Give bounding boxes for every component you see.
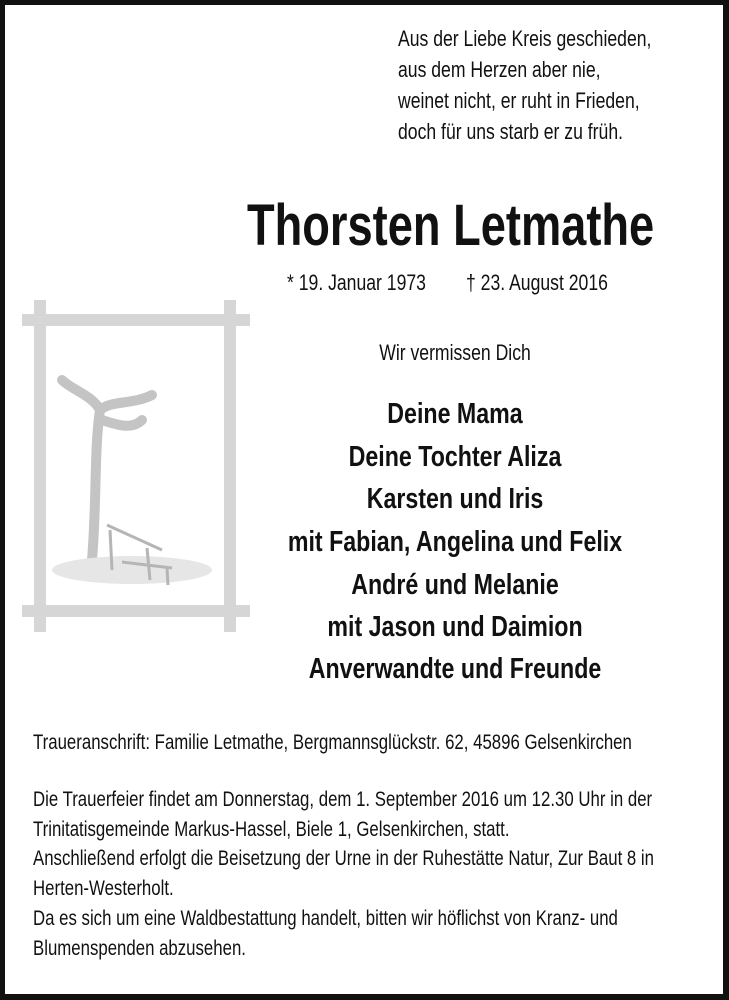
poem-line: doch für uns starb er zu früh. <box>398 119 624 144</box>
family-line: Anverwandte und Freunde <box>308 653 602 685</box>
family-line: mit Jason und Daimion <box>327 611 583 643</box>
death-date: † 23. August 2016 <box>466 270 608 295</box>
details-line: Anschließend erfolgt die Beisetzung der Urne in der Ruhestätte Natur, Zur Baut 8 in <box>33 847 655 870</box>
details-line: Blumenspenden abzusehen. <box>33 937 246 960</box>
we-miss-you: Wir vermissen Dich <box>379 340 531 365</box>
family-line: mit Fabian, Angelina und Felix <box>287 526 623 558</box>
details-line: Da es sich um eine Waldbestattung handelt, bitten wir höflichst von Kranz- und <box>33 907 618 930</box>
poem-line: aus dem Herzen aber nie, <box>398 57 601 82</box>
details-line: Trinitatisgemeinde Markus-Hassel, Biele 1, Gelsenkirchen, statt. <box>33 818 510 841</box>
tree-bench-drawing <box>22 300 250 632</box>
details-line: Die Trauerfeier findet am Donnerstag, dem 1. September 2016 um 12.30 Uhr in der <box>33 788 653 811</box>
family-line: Karsten und Iris <box>366 483 544 515</box>
poem-line: weinet nicht, er ruht in Frieden, <box>398 88 640 113</box>
family-line: Deine Tochter Aliza <box>348 441 562 473</box>
details-line: Herten-Westerholt. <box>33 877 174 900</box>
poem-line: Aus der Liebe Kreis geschieden, <box>398 26 652 51</box>
family-line: André und Melanie <box>351 569 559 601</box>
family-line: Deine Mama <box>387 398 523 430</box>
deceased-name: Thorsten Letmathe <box>247 193 655 258</box>
mourning-address: Traueranschrift: Familie Letmathe, Bergmannsglückstr. 62, 45896 Gelsenkirchen <box>33 731 632 754</box>
birth-date: * 19. Januar 1973 <box>287 270 426 295</box>
